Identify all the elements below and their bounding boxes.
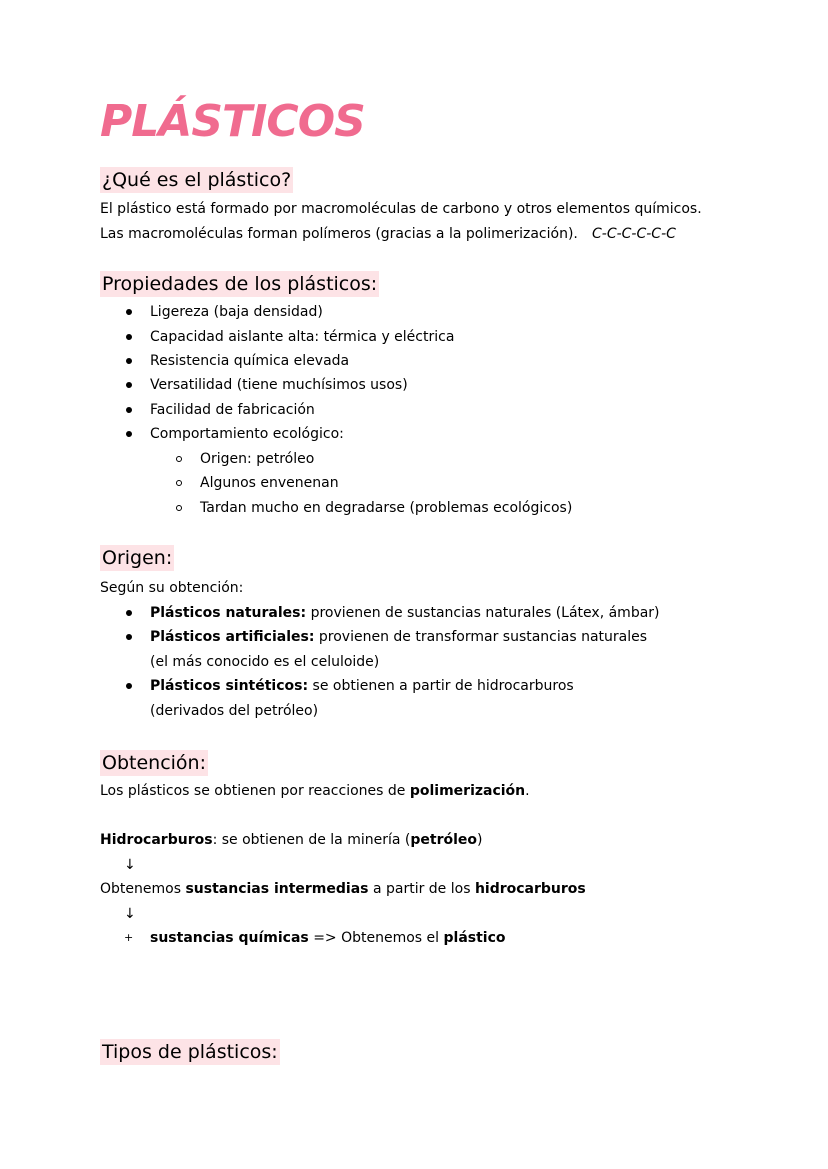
bullet-icon [126, 431, 132, 437]
list-item-continuation: (el más conocido es el celuloide) [150, 654, 380, 670]
term-sinteticos: Plásticos sintéticos: [150, 678, 309, 694]
sub-bullet-icon [176, 480, 182, 486]
bullet-icon [126, 683, 132, 689]
list-item: Ligereza (baja densidad) [150, 304, 323, 320]
text-segment: : se obtienen de la minería ( [212, 832, 411, 848]
keyword-hidrocarburos: hidrocarburos [474, 881, 586, 897]
bullet-icon [126, 407, 132, 413]
bullet-icon [126, 634, 132, 640]
term-naturales: Plásticos naturales: [150, 605, 307, 621]
bullet-icon [126, 382, 132, 388]
carbon-chain-formula: C-C-C-C-C-C [592, 226, 676, 242]
list-item: Versatilidad (tiene muchísimos usos) [150, 377, 408, 393]
heading-que-es: ¿Qué es el plástico? [102, 169, 292, 191]
heading-obtencion: Obtención: [102, 752, 206, 774]
text-segment: . [525, 783, 530, 799]
keyword-hidrocarburos: Hidrocarburos [100, 832, 213, 848]
term-artificiales: Plásticos artificiales: [150, 629, 315, 645]
text-segment: Obtenemos [100, 881, 186, 897]
text-segment: ) [477, 832, 483, 848]
text-segment: a partir de los [368, 881, 475, 897]
text-segment: => Obtenemos el [308, 930, 444, 946]
list-item: Facilidad de fabricación [150, 402, 315, 418]
keyword-plastico: plástico [443, 930, 506, 946]
text-segment: Los plásticos se obtienen por reacciones de [100, 783, 410, 799]
bullet-icon [126, 358, 132, 364]
bullet-icon [126, 309, 132, 315]
quimicas-line [150, 929, 506, 947]
bullet-icon [126, 610, 132, 616]
list-item [150, 628, 647, 646]
sub-list-item: Tardan mucho en degradarse (problemas ecológicos) [200, 500, 573, 516]
heading-propiedades: Propiedades de los plásticos: [102, 273, 378, 295]
desc-naturales: provienen de sustancias naturales (Látex, ámbar) [310, 605, 660, 621]
keyword-polimerizacion: polimerización [409, 783, 526, 799]
sub-bullet-icon [176, 505, 182, 511]
list-item [150, 677, 574, 695]
sub-bullet-icon [176, 456, 182, 462]
keyword-intermedias: sustancias intermedias [185, 881, 369, 897]
origen-intro: Según su obtención: [100, 580, 244, 596]
bullet-icon [126, 334, 132, 340]
heading-tipos: Tipos de plásticos: [102, 1041, 278, 1063]
intermedias-line [100, 880, 586, 898]
desc-artificiales: provienen de transformar sustancias naturales [318, 629, 648, 645]
list-item: Comportamiento ecológico: [150, 426, 344, 442]
page-title: PLÁSTICOS [100, 96, 365, 147]
list-item: Resistencia química elevada [150, 353, 350, 369]
hidrocarburos-line [100, 831, 483, 849]
plus-icon: + [124, 931, 134, 944]
sub-list-item: Algunos envenenan [200, 475, 339, 491]
obtencion-line [100, 782, 530, 800]
down-arrow-icon: ↓ [124, 857, 136, 873]
list-item [150, 604, 660, 622]
list-item-continuation: (derivados del petróleo) [150, 703, 319, 719]
list-item: Capacidad aislante alta: térmica y eléctrica [150, 329, 455, 345]
definition-line-1: El plástico está formado por macromoléculas de carbono y otros elementos químicos. [100, 201, 702, 217]
sub-list-item: Origen: petróleo [200, 451, 315, 467]
keyword-quimicas: sustancias químicas [150, 930, 309, 946]
definition-line-2: Las macromoléculas forman polímeros (gracias a la polimerización). [100, 226, 578, 242]
desc-sinteticos: se obtienen a partir de hidrocarburos [312, 678, 574, 694]
keyword-petroleo: petróleo [410, 832, 478, 848]
heading-origen: Origen: [102, 547, 173, 569]
down-arrow-icon: ↓ [124, 906, 136, 922]
